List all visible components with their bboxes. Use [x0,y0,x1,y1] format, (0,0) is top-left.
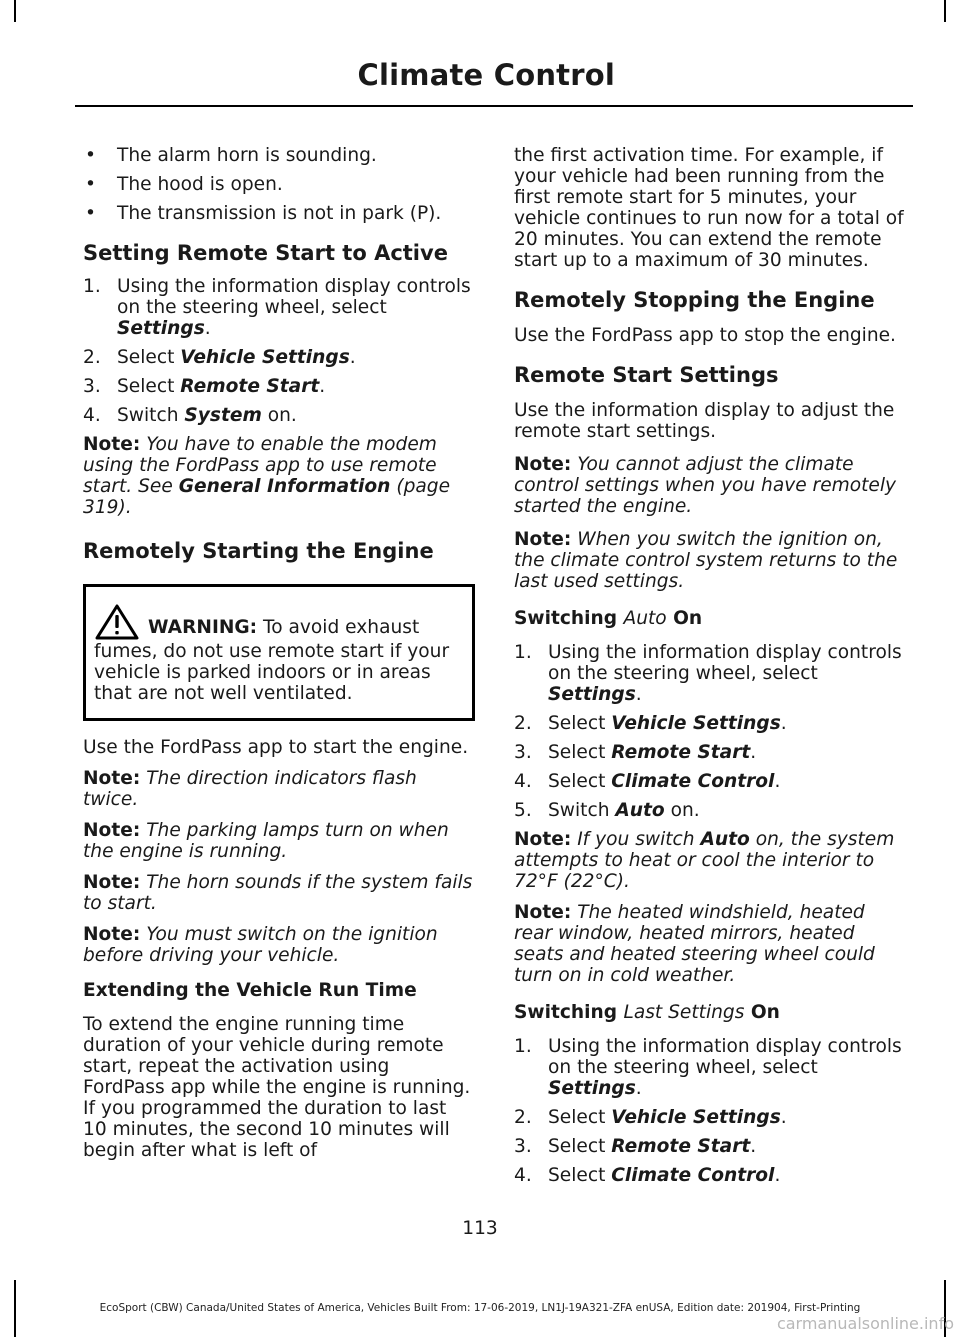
note-modem: Note: You have to enable the modem using the FordPass app to use remote start. See General Information (page 319). [83,434,451,518]
list-item: 2. Select Vehicle Settings. [514,1107,787,1128]
right-column [514,145,908,1194]
list-item: • The alarm horn is sounding. [85,145,377,166]
warning-label: WARNING: [148,617,258,638]
heading-remotely-starting: Remotely Starting the Engine [83,539,434,563]
note: Note: You must switch on the ignition before driving your vehicle. [83,924,438,966]
warning-text: To avoid exhaust fumes, do not use remote start if your vehicle is parked indoors or in areas that are not well ventilated. [94,617,450,704]
heading-extending-run-time: Extending the Vehicle Run Time [83,980,417,1001]
list-item: 1. Using the information display controls on the steering wheel, select Settings. [514,642,902,705]
header-rule [75,105,913,107]
note: Note: The direction indicators flash twice. [83,768,417,810]
note: Note: The horn sounds if the system fails to start. [83,872,473,914]
note: Note: When you switch the ignition on, the climate control system returns to the last used settings. [514,529,898,592]
heading-setting-remote-start: Setting Remote Start to Active [83,241,448,265]
note: Note: You cannot adjust the climate control settings when you have remotely started the engine. [514,454,897,517]
note-auto: Note: If you switch Auto on, the system attempts to heat or cool the interior to 72°F (22°C). [514,829,895,892]
footer-text: EcoSport (CBW) Canada/United States of America, Vehicles Built From: 17-06-2019, LN1J-19A321-ZFA enUSA, Edition date: 201904, First-Printing [99,1302,861,1314]
left-column [83,145,475,1161]
heading-switching-auto: Switching Auto On [514,608,703,629]
list-item: 5. Switch Auto on. [514,800,700,821]
list-item: 2. Select Vehicle Settings. [514,713,787,734]
settings-text: Use the information display to adjust the remote start settings. [514,400,895,442]
list-item: 1. Using the information display controls on the steering wheel, select Settings. [83,276,471,339]
list-item: • The transmission is not in park (P). [85,203,442,224]
list-item: 4. Select Climate Control. [514,1165,781,1186]
list-item: 3. Select Remote Start. [514,1136,757,1157]
crop-mark-top-right [944,0,946,22]
extend-continued-text: the first activation time. For example, if your vehicle had been running from the first remote start for 5 minutes, your vehicle continues to run now for a total of 20 minutes. You can extend the remote start up to a maximum of 30 minutes. [514,145,904,271]
list-item: 4. Select Climate Control. [514,771,781,792]
extend-text: To extend the engine running time duration of your vehicle during remote start, repeat the activation using FordPass app while the engine is running. If you programmed the duration to last 10 minutes, the second 10 minutes will begin after what is left of [83,1014,471,1161]
warning-triangle-icon [94,603,140,641]
list-item: 4. Switch System on. [83,405,297,426]
page-number: 113 [462,1218,498,1239]
heading-switching-last-settings: Switching Last Settings On [514,1002,780,1023]
list-item: 3. Select Remote Start. [514,742,757,763]
list-item: • The hood is open. [85,174,283,195]
note-heated: Note: The heated windshield, heated rear window, heated mirrors, heated seats and heated steering wheel could turn on in cold weather. [514,902,875,986]
heading-remote-start-settings: Remote Start Settings [514,363,779,387]
note: Note: The parking lamps turn on when the engine is running. [83,820,449,862]
use-stop-text: Use the FordPass app to stop the engine. [514,325,896,346]
list-item: 1. Using the information display controls on the steering wheel, select Settings. [514,1036,902,1099]
list-item: 2. Select Vehicle Settings. [83,347,356,368]
use-start-text: Use the FordPass app to start the engine. [83,737,469,758]
watermark: carmanualsonline.info [776,1314,954,1333]
list-item: 3. Select Remote Start. [83,376,326,397]
crop-mark-top-left [14,0,16,22]
heading-remotely-stopping: Remotely Stopping the Engine [514,288,875,312]
warning-box [83,584,475,721]
page-title: Climate Control [357,58,615,92]
